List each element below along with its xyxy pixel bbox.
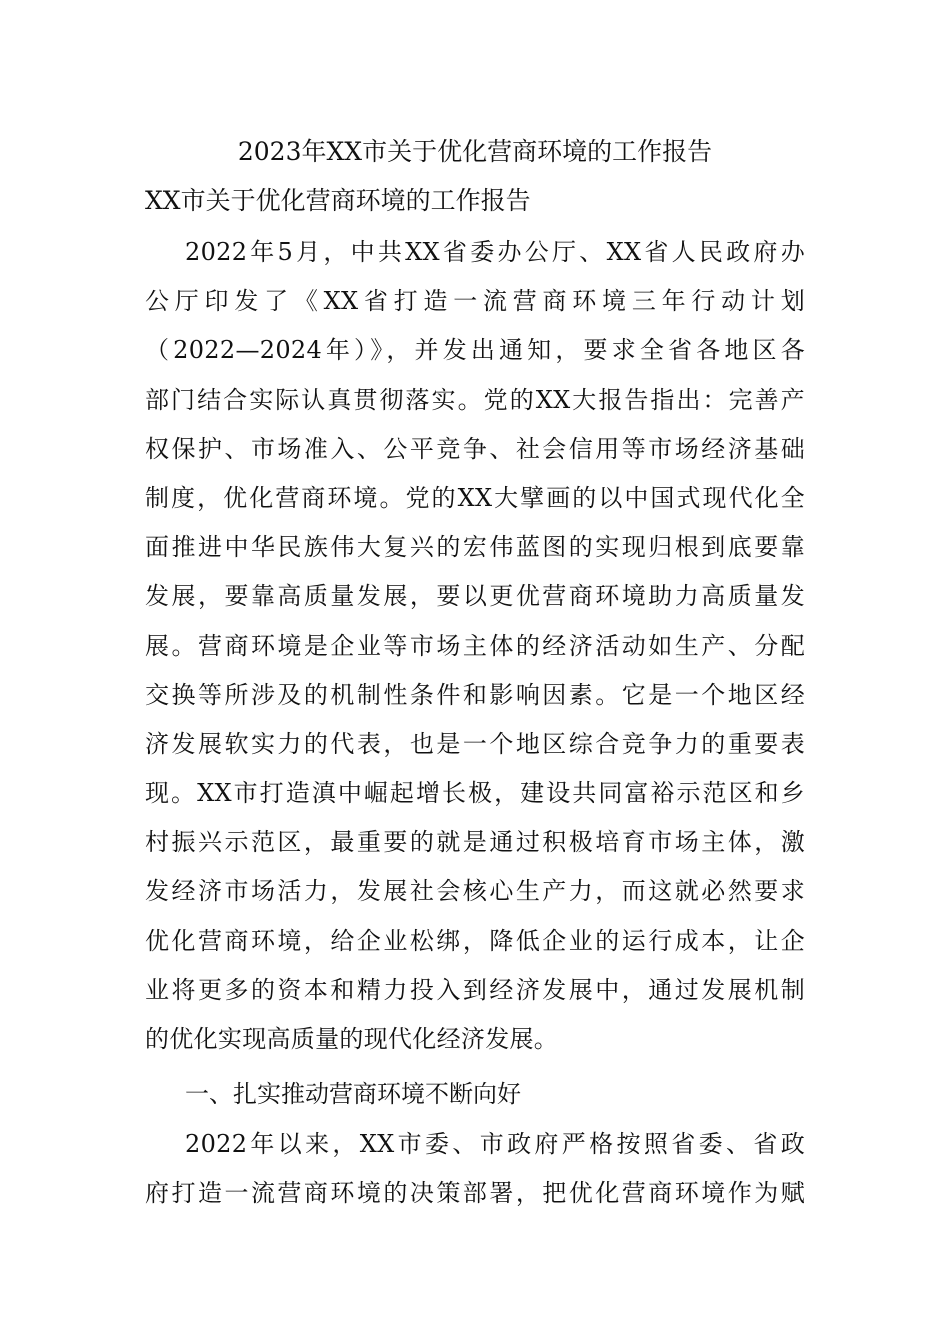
paragraph-line: 权保护、市场准入、公平竞争、社会信用等市场经济基础 bbox=[145, 434, 805, 463]
paragraph-line: 2022年以来，XX市委、市政府严格按照省委、省政 bbox=[185, 1130, 805, 1158]
paragraph-line: 府打造一流营商环境的决策部署，把优化营商环境作为赋 bbox=[145, 1179, 805, 1208]
paragraph-line: 2022年5月，中共XX省委办公厅、XX省人民政府办 bbox=[185, 238, 805, 266]
paragraph-line: 面推进中华民族伟大复兴的宏伟蓝图的实现归根到底要靠 bbox=[145, 533, 805, 562]
document-subtitle: XX市关于优化营商环境的工作报告 bbox=[145, 186, 531, 215]
paragraph-line: 现。XX市打造滇中崛起增长极，建设共同富裕示范区和乡 bbox=[145, 779, 805, 808]
paragraph-line: （2022—2024年）》，并发出通知，要求全省各地区各 bbox=[145, 336, 805, 365]
paragraph-line: 部门结合实际认真贯彻落实。党的XX大报告指出：完善产 bbox=[145, 385, 805, 414]
document-title: 2023年XX市关于优化营商环境的工作报告 bbox=[237, 137, 713, 166]
paragraph-line: 公厅印发了《XX省打造一流营商环境三年行动计划 bbox=[145, 287, 805, 316]
paragraph-line: 济发展软实力的代表，也是一个地区综合竞争力的重要表 bbox=[145, 729, 805, 758]
paragraph-line: 的优化实现高质量的现代化经济发展。 bbox=[145, 1025, 559, 1053]
paragraph-intro bbox=[145, 228, 805, 1064]
paragraph-line: 优化营商环境，给企业松绑，降低企业的运行成本，让企 bbox=[145, 926, 805, 955]
paragraph-line: 业将更多的资本和精力投入到经济发展中，通过发展机制 bbox=[145, 975, 805, 1004]
paragraph-line: 展。营商环境是企业等市场主体的经济活动如生产、分配 bbox=[145, 631, 805, 660]
paragraph-section-one bbox=[145, 1120, 805, 1218]
paragraph-line: 制度，优化营商环境。党的XX大擘画的以中国式现代化全 bbox=[145, 483, 805, 512]
paragraph-line: 发展，要靠高质量发展，要以更优营商环境助力高质量发 bbox=[145, 582, 805, 611]
section-heading: 一、扎实推动营商环境不断向好 bbox=[185, 1080, 521, 1108]
paragraph-line: 发经济市场活力，发展社会核心生产力，而这就必然要求 bbox=[145, 877, 805, 906]
paragraph-line: 村振兴示范区，最重要的就是通过积极培育市场主体，激 bbox=[145, 828, 805, 857]
paragraph-line: 交换等所涉及的机制性条件和影响因素。它是一个地区经 bbox=[145, 680, 805, 709]
